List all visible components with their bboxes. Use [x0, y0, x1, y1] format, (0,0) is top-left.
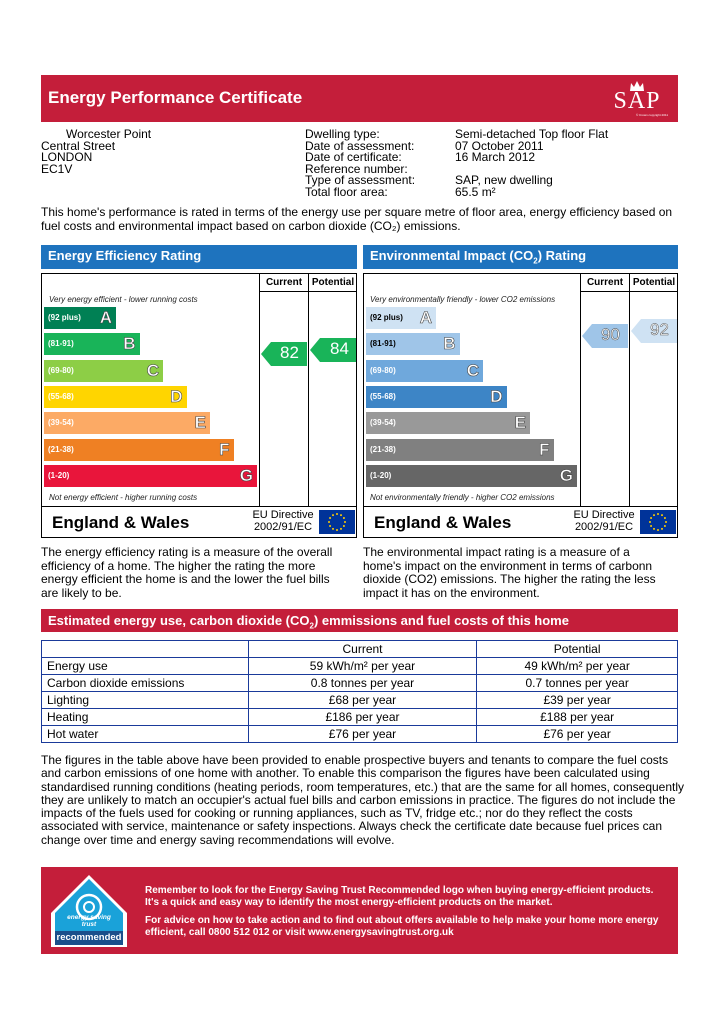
- band-letter: G: [559, 465, 573, 485]
- table-row: [42, 709, 678, 726]
- property-address: [41, 129, 151, 175]
- detail-value: 65.5 m²: [455, 184, 496, 199]
- ee-band-f: [44, 439, 234, 461]
- details-labels: [305, 129, 415, 198]
- detail-label: Type of assessment:: [305, 173, 416, 187]
- top-scale-note: Very energy efficient - lower running costs: [49, 295, 198, 304]
- table-row: [42, 658, 678, 675]
- band-letter: B: [443, 334, 456, 354]
- address-line: Central Street: [41, 138, 116, 153]
- potential-column-header: Potential: [629, 274, 678, 292]
- ee-band-e: [44, 412, 210, 434]
- address-line: Worcester Point: [66, 127, 152, 141]
- row-label: Lighting: [42, 692, 249, 709]
- detail-label: Reference number:: [305, 161, 408, 176]
- table-row: [42, 675, 678, 692]
- detail-value: Semi-detached Top floor Flat: [455, 127, 609, 141]
- row-potential: £188 per year: [477, 709, 678, 726]
- band-range: (81-91): [370, 339, 396, 349]
- ee-band-a: [44, 307, 116, 329]
- estimated-costs-title: Estimated energy use, carbon dioxide $(CO_2)$ emmissions and fuel costs of this home: [41, 609, 678, 632]
- detail-value: SAP, new dwelling: [455, 173, 553, 187]
- ee-band-g: [44, 465, 257, 487]
- chart-footer: [364, 506, 677, 537]
- current-column-header: Current: [259, 274, 308, 292]
- band-range: (21-38): [370, 444, 396, 454]
- detail-label: Date of assessment:: [305, 138, 415, 153]
- estimated-costs-table: [41, 640, 678, 743]
- band-letter: A: [419, 308, 432, 327]
- band-range: (92 plus): [370, 313, 403, 322]
- band-letter: C: [466, 360, 479, 380]
- footer-text-1: Remember to look for the Energy Saving Trust Recommended logo when buying energy-efficient products. It's a quick and easy way to identify the most energy-efficient products on the market.: [145, 885, 654, 908]
- band-letter: F: [539, 439, 550, 459]
- environmental-impact-title: Environmental Impact $(CO_2)$ Rating: [363, 245, 678, 269]
- potential-column-header: Potential: [308, 274, 357, 292]
- detail-label: Date of certificate:: [305, 150, 402, 164]
- band-range: (21-38): [48, 444, 74, 454]
- detail-value: 07 October 2011: [455, 138, 544, 153]
- row-current: £186 per year: [248, 709, 477, 726]
- detail-value: 16 March 2012: [455, 150, 536, 164]
- environmental-impact-description: The environmental impact rating is a measure of a home's impact on the environment in terms of carbonn dioxide (CO2) emissions. The higher the rating the less impact it has on the environment.: [363, 545, 656, 600]
- detail-label: Dwelling type:: [305, 127, 380, 141]
- band-letter: A: [99, 308, 112, 327]
- env-band-b: [366, 333, 460, 355]
- row-label: Heating: [42, 709, 249, 726]
- footer-text: [145, 885, 665, 945]
- band-letter: D: [490, 386, 503, 406]
- band-letter: B: [123, 334, 136, 354]
- band-range: (55-68): [370, 391, 396, 401]
- row-current: £68 per year: [248, 692, 477, 709]
- page-title: Energy Performance Certificate: [48, 88, 303, 107]
- env-band-d: [366, 386, 507, 408]
- table-header-empty: [42, 641, 249, 658]
- band-range: (69-80): [370, 365, 396, 375]
- row-label: Carbon dioxide emissions: [42, 675, 249, 692]
- logo-line-2: recommended: [56, 932, 122, 943]
- band-letter: E: [514, 413, 526, 433]
- row-current: 59 kWh/m² per year: [248, 658, 477, 675]
- sap-logo: [606, 80, 668, 118]
- row-current: £76 per year: [248, 726, 477, 743]
- ee-band-d: [44, 386, 187, 408]
- band-letter: C: [146, 360, 159, 380]
- band-range: (55-68): [48, 391, 74, 401]
- detail-label: Total floor area:: [305, 184, 388, 199]
- energy-efficiency-chart: [41, 273, 357, 538]
- table-header-row: [42, 641, 678, 658]
- explanation-text: The figures in the table above have been provided to enable prospective buyers and tenants to compare the fuel costs and carbon emissions of one home with another. To enable this comparison the figures have been calculated using standardised running conditions (heating periods, room temperatures, etc.) that are the same for all homes, consequently they are unlikely to match an occupier's actual fuel bills and carbon emissions in practice. The figures do not include the impacts of the fuels used for cooking or running appliances, such as TV, fridge etc.; nor do they reflect the costs associated with service, maintenance or safety inspections. Always check the certificate date because fuel prices can change over time and energy saving recommendations will evolve.: [41, 753, 685, 847]
- eu-directive: EU Directive 2002/91/EC: [573, 509, 635, 533]
- row-potential: £39 per year: [477, 692, 678, 709]
- bottom-scale-note: Not energy efficient - higher running costs: [49, 493, 198, 502]
- bottom-scale-note: Not environmentally friendly - higher CO2 emissions: [370, 493, 555, 502]
- current-rating-value: 82: [280, 343, 299, 362]
- table-row: [42, 726, 678, 743]
- band-range: (1-20): [370, 470, 392, 480]
- current-rating-value: 90: [601, 325, 620, 344]
- address-line: EC1V: [41, 161, 73, 176]
- band-letter: D: [170, 386, 183, 406]
- environmental-impact-chart: [363, 273, 678, 538]
- band-range: (1-20): [48, 470, 70, 480]
- current-column-header: Current: [580, 274, 629, 292]
- band-letter: E: [194, 413, 206, 433]
- ee-band-c: [44, 360, 163, 382]
- table-header-current: Current: [248, 641, 477, 658]
- band-letter: F: [219, 439, 230, 459]
- env-band-a: [366, 307, 436, 329]
- table-header-potential: Potential: [477, 641, 678, 658]
- energy-efficiency-description: The energy efficiency rating is a measure of the overall efficiency of a home. The higher the rating the more energy efficient the home is and the lower the fuel bills are likely to be.: [41, 545, 333, 600]
- details-values: [455, 129, 608, 198]
- band-range: (81-91): [48, 339, 74, 349]
- band-range: (39-54): [370, 418, 396, 428]
- ee-band-b: [44, 333, 140, 355]
- row-potential: £76 per year: [477, 726, 678, 743]
- band-letter: G: [239, 465, 253, 485]
- row-potential: 49 kWh/m² per year: [477, 658, 678, 675]
- sap-copyright: © Crown copyright 2011: [635, 113, 668, 117]
- address-line: LONDON: [41, 150, 93, 164]
- top-scale-note: Very environmentally friendly - lower CO2 emissions: [370, 295, 556, 304]
- eu-flag-icon: [640, 510, 676, 534]
- env-band-g: [366, 465, 577, 487]
- logo-line-1: energy saving trust: [67, 914, 111, 928]
- footer-text-2: For advice on how to take action and to find out about offers available to help make your home more energy efficient, call 0800 512 012 or visit www.energysavingtrust.org.uk: [145, 915, 659, 938]
- row-label: Energy use: [42, 658, 249, 675]
- eu-flag-icon: [319, 510, 355, 534]
- env-band-c: [366, 360, 483, 382]
- row-current: 0.8 tonnes per year: [248, 675, 477, 692]
- region-label: England & Wales: [374, 513, 512, 532]
- band-range: (69-80): [48, 365, 74, 375]
- env-band-f: [366, 439, 554, 461]
- band-range: (92 plus): [48, 313, 81, 322]
- region-label: England & Wales: [52, 513, 190, 532]
- eu-directive: EU Directive 2002/91/EC: [252, 509, 314, 533]
- energy-efficiency-title: Energy Efficiency Rating: [41, 245, 357, 269]
- potential-rating-value: 84: [330, 339, 349, 358]
- band-range: (39-54): [48, 418, 74, 428]
- table-row: [42, 692, 678, 709]
- sap-logo-text: SAP: [613, 88, 661, 114]
- potential-rating-value: 92: [650, 320, 669, 339]
- env-band-e: [366, 412, 530, 434]
- chart-footer: [42, 506, 356, 537]
- row-label: Hot water: [42, 726, 249, 743]
- intro-text: This home's performance is rated in terms of the energy use per square metre of floor area, energy efficiency based on fuel costs and environmental impact based on carbon dioxide (CO₂) emissions.: [41, 205, 673, 233]
- row-potential: 0.7 tonnes per year: [477, 675, 678, 692]
